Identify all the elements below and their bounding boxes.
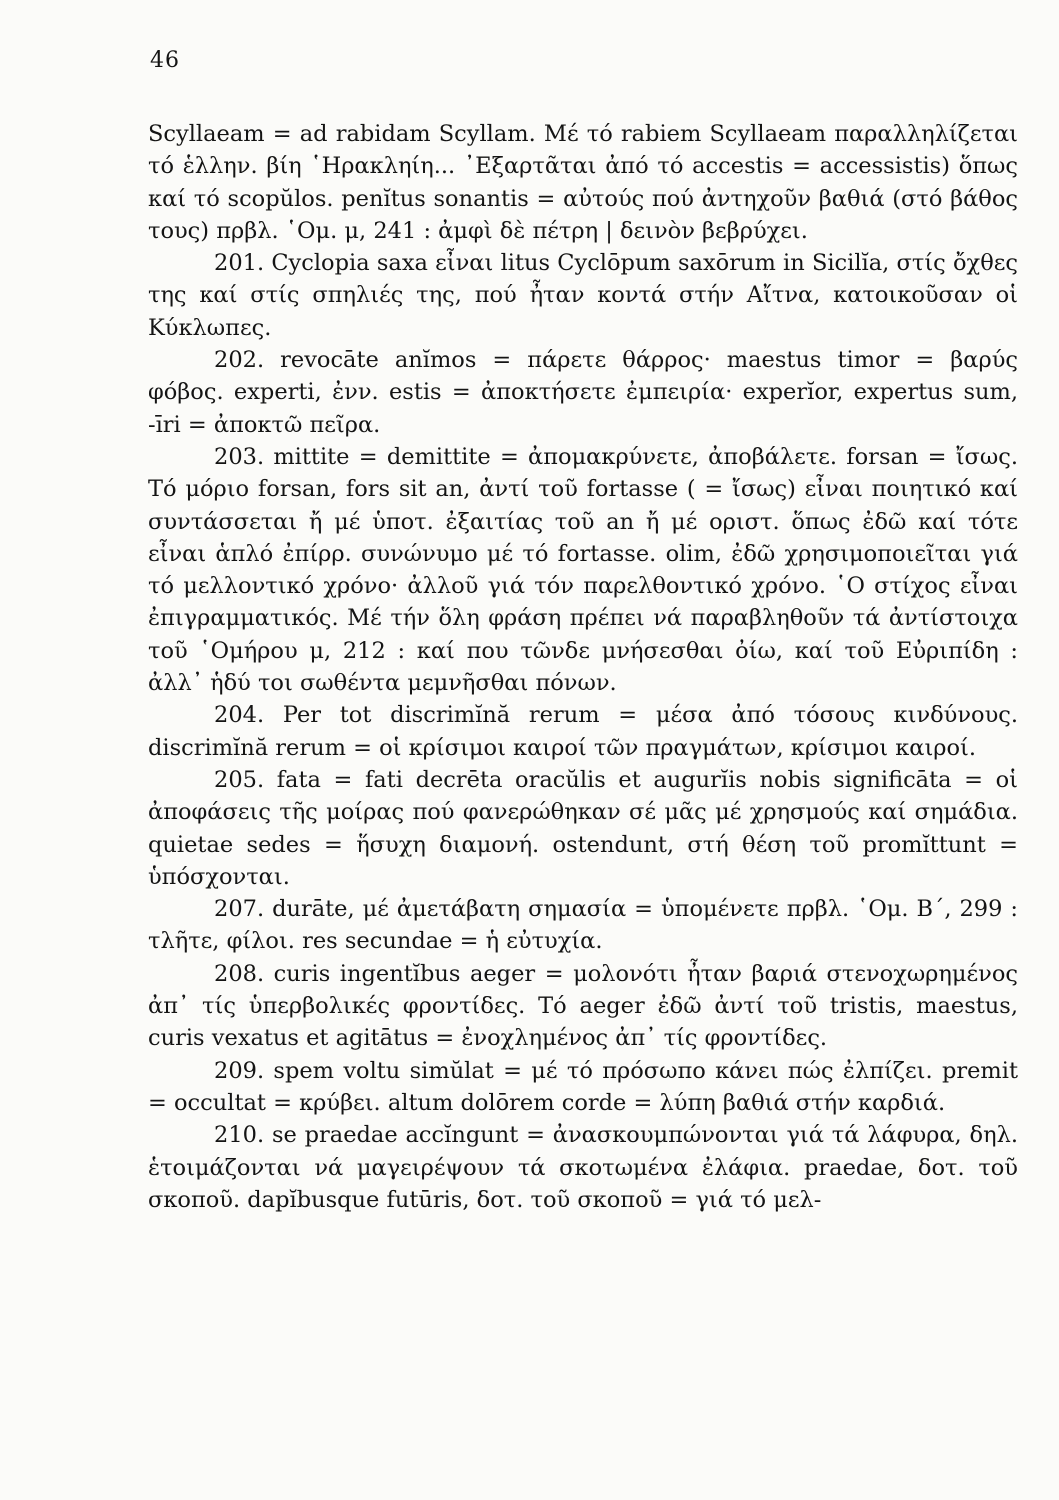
paragraph-210: 210. se praedae accĭngunt = ἀνασκουμπώνονται γιά τά λάφυρα, δηλ. ἑτοιμάζονται νά μαγειρέψουν τά σκοτωμένα ἐλάφια. praedae, δοτ. τοῦ σκοποῦ. dapĭbusque futūris, δοτ. τοῦ σκοποῦ = γιά τό μελ- bbox=[148, 1122, 1018, 1213]
paragraph-208: 208. curis ingentĭbus aeger = μολονότι ἦταν βαριά στενοχωρημένος ἀπ᾿ τίς ὑπερβολικές φροντίδες. Τό aeger ἐδῶ ἀντί τοῦ tristis, maestus, curis vexatus et agitātus = ἐνοχλημένος ἀπ᾿ τίς φροντίδες. bbox=[148, 960, 1018, 1052]
paragraph-203: 203. mittite = demittite = ἀπομακρύνετε, ἀποβάλετε. forsan = ἴσως. Τό μόριο forsan, fors sit an, ἀντί τοῦ fortasse ( = ἴσως) εἶναι ποιητικό καί συντάσσεται ἤ μέ ὑποτ. ἐξαιτίας τοῦ an ἤ μέ οριστ. ὅπως ἐδῶ καί τότε εἶναι ἁπλό ἐπίρρ. συνώνυμο μέ τό fortasse. olim, ἐδῶ χρησιμοποιεῖται γιά τό μελλοντικό χρόνο· ἀλλοῦ γιά τόν παρελθοντικό χρόνο. ῾Ο στίχος εἶναι ἐπιγραμματικός. Μέ τήν ὅλη φράση πρέπει νά παραβληθοῦν τά ἀντίστοιχα τοῦ ῾Ομήρου μ, 212 : καί που τῶνδε μνήσεσθαι ὀίω, καί τοῦ Εὐριπίδη : ἀλλ᾿ ἡδύ τοι σωθέντα μεμνῆσθαι πόνων. bbox=[148, 443, 1018, 697]
paragraph-207: 207. durāte, μέ ἀμετάβατη σημασία = ὑπομένετε πρβλ. ῾Ομ. Β΄, 299 : τλῆτε, φίλοι. res secundae = ἡ εὐτυχία. bbox=[148, 896, 1018, 955]
paragraph-204: 204. Per tot discrimĭnă rerum = μέσα ἀπό τόσους κινδύνους. discrimĭnă rerum = οἱ κρίσιμοι καιροί τῶν πραγμάτων, κρίσιμοι καιροί. bbox=[148, 702, 1018, 761]
paragraph-205: 205. fata = fati decrēta oracŭlis et augurĭis nobis significāta = οἱ ἀποφάσεις τῆς μοίρας πού φανερώθηκαν σέ μᾶς μέ χρησμούς καί σημάδια. quietae sedes = ἥσυχη διαμονή. ostendunt, στή θέση τοῦ promĭttunt = ὑπόσχονται. bbox=[148, 766, 1018, 890]
page-number: 46 bbox=[150, 48, 180, 73]
paragraph-209: 209. spem voltu simŭlat = μέ τό πρόσωπο κάνει πώς ἐλπίζει. premit = occultat = κρύβει. altum dolōrem corde = λύπη βαθιά στήν καρδιά. bbox=[148, 1057, 1018, 1116]
commentary-text bbox=[148, 118, 1018, 1216]
paragraph-201: 201. Cyclopia saxa εἶναι litus Cyclōpum saxōrum in Sicilĭa, στίς ὄχθες της καί στίς σπηλιές της, πού ἦταν κοντά στήν Αἴτνα, κατοικοῦσαν οἱ Κύκλωπες. bbox=[148, 250, 1018, 341]
paragraph-202: 202. revocāte anĭmos = πάρετε θάρρος· maestus timor = βαρύς φόβος. experti, ἐνν. estis = ἀποκτήσετε ἐμπειρία· experĭor, expertus sum, -īri = ἀποκτῶ πεῖρα. bbox=[148, 347, 1018, 438]
paragraph-scyllaeam: Scyllaeam = ad rabidam Scyllam. Μέ τό rabiem Scyllaeam παραλληλίζεται τό ἑλλην. βίη ῾Ηρακληίη... ᾿Εξαρτᾶται ἀπό τό accestis = accessistis) ὅπως καί τό scopŭlos. penĭtus sonantis = αὐτούς πού ἀντηχοῦν βαθιά (στό βάθος τους) πρβλ. ῾Ομ. μ, 241 : ἀμφὶ δὲ πέτρη | δεινὸν βεβρύχει. bbox=[148, 121, 1018, 244]
